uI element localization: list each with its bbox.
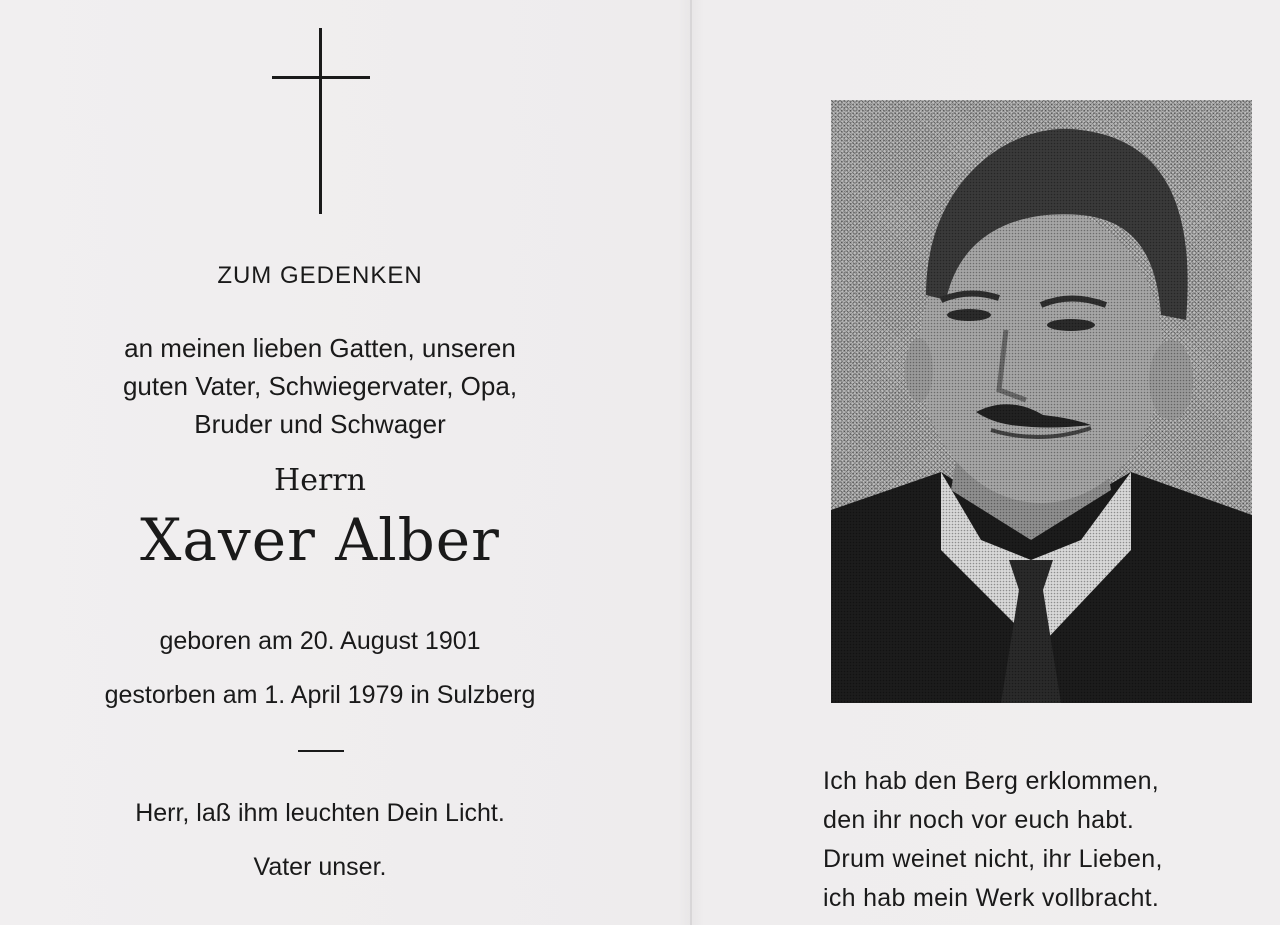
death-date: gestorben am 1. April 1979 in Sulzberg bbox=[104, 681, 536, 709]
prayer-line-2: Vater unser. bbox=[253, 853, 387, 881]
intro-line-3: Bruder und Schwager bbox=[194, 409, 446, 439]
poem-line-4: ich hab mein Werk vollbracht. bbox=[823, 884, 1160, 912]
divider bbox=[298, 750, 344, 752]
fold-line bbox=[690, 0, 692, 925]
heading: ZUM GEDENKEN bbox=[217, 262, 423, 289]
portrait-photo bbox=[831, 100, 1252, 703]
deceased-name: Xaver Alber bbox=[140, 506, 500, 574]
cross-icon bbox=[272, 28, 370, 214]
prayer-line-1: Herr, laß ihm leuchten Dein Licht. bbox=[135, 799, 505, 827]
intro-line-1: an meinen lieben Gatten, unseren bbox=[124, 333, 516, 363]
birth-date: geboren am 20. August 1901 bbox=[159, 627, 481, 655]
salutation: Herrn bbox=[274, 463, 366, 498]
poem-line-1: Ich hab den Berg erklommen, bbox=[823, 767, 1160, 795]
intro-line-2: guten Vater, Schwiegervater, Opa, bbox=[122, 371, 518, 401]
poem-line-2: den ihr noch vor euch habt. bbox=[823, 806, 1135, 834]
poem-line-3: Drum weinet nicht, ihr Lieben, bbox=[823, 845, 1163, 873]
